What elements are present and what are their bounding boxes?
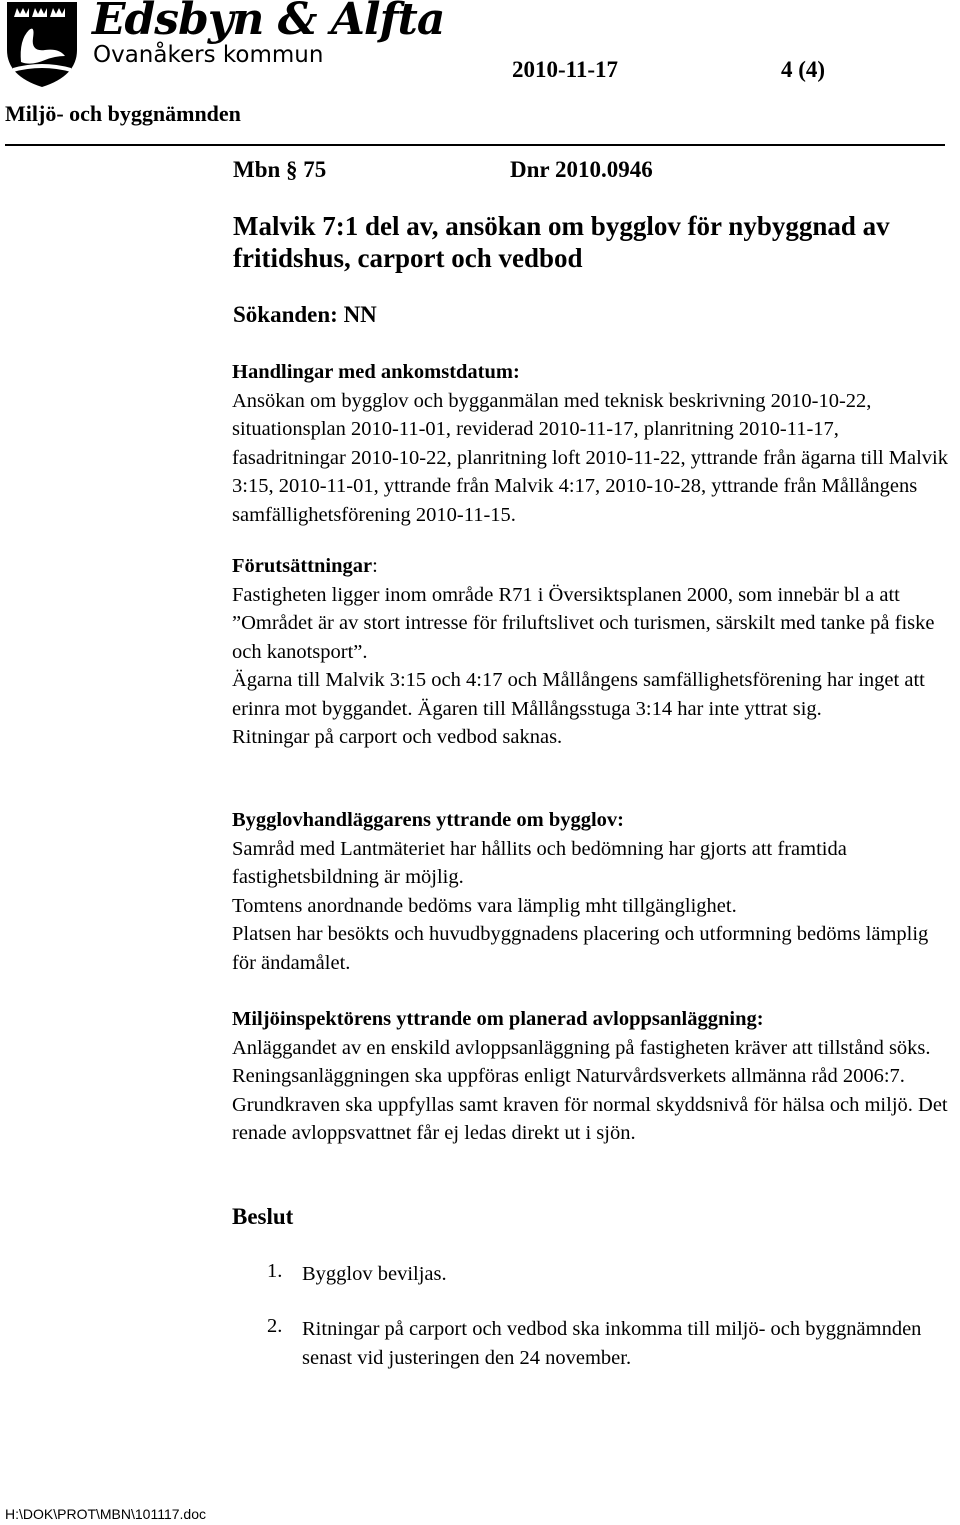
permit-statement-section [232, 806, 957, 977]
conditions-paragraph-1: Fastigheten ligger inom område R71 i Översiktsplanen 2000, som innebär bl a att ”Området är av stort intresse för friluftslivet och turismen, särskilt med tanke på fiske och kanotsport”. [232, 583, 935, 663]
documents-heading: Handlingar med ankomstdatum: [232, 361, 520, 383]
conditions-heading: Förutsättningar [232, 555, 373, 577]
sewage-statement-text: Anläggandet av en enskild avloppsanläggning på fastigheten kräver att tillstånd söks. Reningsanläggningen ska uppföras enligt Naturvårdsverkets allmänna råd 2006:7. Grundkraven ska uppfyllas samt kraven för normal skyddsnivå för hälsa och miljö. Det renade avloppsvattnet får ej ledas direkt ut i sjön. [232, 1036, 948, 1144]
file-path: H:\DOK\PROT\MBN\101117.doc [5, 1506, 206, 1522]
header-divider [5, 144, 945, 146]
sewage-statement-section [232, 1005, 957, 1148]
decision-item-text: Ritningar på carport och vedbod ska inkomma till miljö- och byggnämnden senast vid justeringen den 24 november. [302, 1318, 922, 1369]
logo-subtitle: Ovanåkers kommun [93, 42, 324, 68]
document-date: 2010-11-17 [512, 57, 619, 82]
sewage-statement-heading: Miljöinspektörens yttrande om planerad avloppsanläggning: [232, 1008, 764, 1030]
conditions-colon: : [372, 555, 378, 577]
case-title: Malvik 7:1 del av, ansökan om bygglov för nybyggnad av fritidshus, carport och vedbod [233, 211, 890, 273]
page-number: 4 (4) [781, 57, 826, 82]
decision-item-text: Bygglov beviljas. [302, 1263, 447, 1285]
documents-section [232, 358, 957, 529]
case-number: Dnr 2010.0946 [510, 157, 653, 182]
logo-name: Edsbyn & Alfta [92, 0, 445, 45]
conditions-heading-line [232, 552, 957, 581]
conditions-section [232, 552, 957, 752]
conditions-paragraph-2: Ägarna till Malvik 3:15 och 4:17 och Mållångens samfällighetsförening har inget att erinra mot byggandet. Ägaren till Mållångsstuga 3:14 har inte yttrat sig. [232, 669, 925, 720]
decision-item-number: 1. [267, 1260, 283, 1282]
permit-statement-paragraph-2: Tomtens anordnande bedöms vara lämplig mht tillgänglighet. [232, 894, 737, 917]
conditions-paragraph-3: Ritningar på carport och vedbod saknas. [232, 726, 563, 748]
decision-heading: Beslut [232, 1204, 294, 1229]
municipality-emblem-icon [5, 0, 79, 88]
permit-statement-paragraph-1: Samråd med Lantmäteriet har hållits och bedömning har gjorts att framtida fastighetsbildning är möjlig. [232, 837, 847, 888]
applicant: Sökanden: NN [233, 302, 377, 327]
documents-text: Ansökan om bygglov och bygganmälan med teknisk beskrivning 2010-10-22, situationsplan 2010-11-01, reviderad 2010-11-17, planritning 2010-11-17, fasadritningar 2010-10-22, planritning loft 2010-11-22, yttrande från ägarna till Malvik 3:15, 2010-11-01, yttrande från Malvik 4:17, 2010-10-28, yttrande från Mållångens samfällighetsförening 2010-11-15. [232, 389, 948, 526]
committee-name: Miljö- och byggnämnden [5, 101, 241, 126]
permit-statement-heading: Bygglovhandläggarens yttrande om bygglov: [232, 809, 625, 831]
decision-item-number: 2. [267, 1315, 283, 1337]
paragraph-number: Mbn § 75 [233, 157, 327, 182]
permit-statement-paragraph-3: Platsen har besökts och huvudbyggnadens placering och utformning bedöms lämplig för ändamålet. [232, 923, 929, 974]
